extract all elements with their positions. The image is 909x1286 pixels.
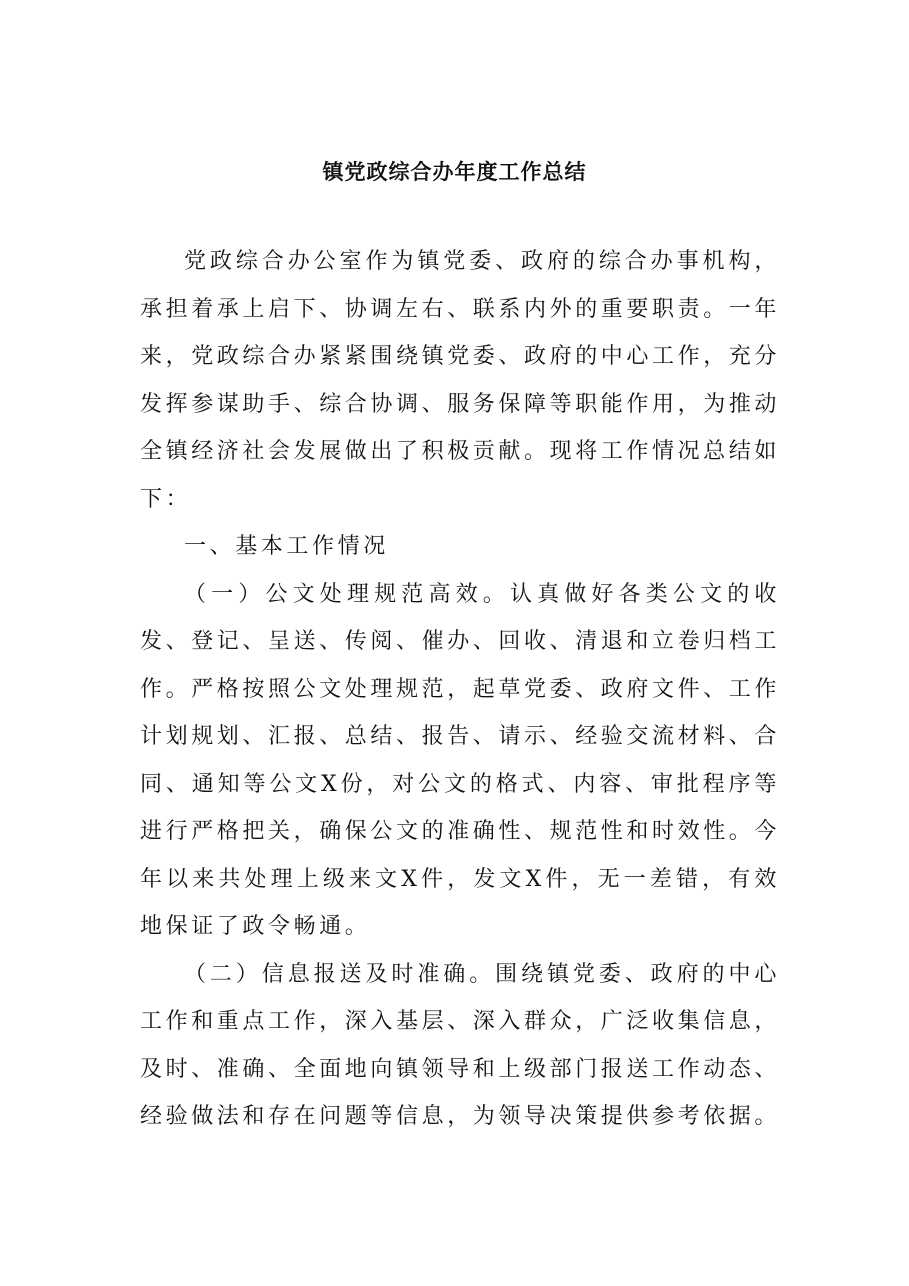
item-document-processing: （一）公文处理规范高效。认真做好各类公文的收发、登记、呈送、传阅、催办、回收、清退和立卷归档工作。严格按照公文处理规范，起草党委、政府文件、工作计划规划、汇报、总结、报告、请示、经验交流材料、合同、通知等公文X份，对公文的格式、内容、审批程序等进行严格把关，确保公文的准确性、规范性和时效性。今年以来共处理上级来文X件，发文X件，无一差错，有效地保证了政令畅通。 — [140, 581, 781, 939]
document-title: 镇党政综合办年度工作总结 — [322, 159, 587, 184]
section-heading-basic-work: 一、基本工作情况 — [184, 534, 389, 559]
document-body — [140, 238, 780, 1141]
item-information-reporting: （二）信息报送及时准确。围绕镇党委、政府的中心工作和重点工作，深入基层、深入群众，广泛收集信息，及时、准确、全面地向镇领导和上级部门报送工作动态、经验做法和存在问题等信息，为领导决策提供参考依据。 — [140, 961, 781, 1129]
intro-paragraph: 党政综合办公室作为镇党委、政府的综合办事机构，承担着承上启下、协调左右、联系内外的重要职责。一年来，党政综合办紧紧围绕镇党委、政府的中心工作，充分发挥参谋助手、综合协调、服务保障等职能作用，为推动全镇经济社会发展做出了积极贡献。现将工作情况总结如下： — [140, 249, 781, 512]
